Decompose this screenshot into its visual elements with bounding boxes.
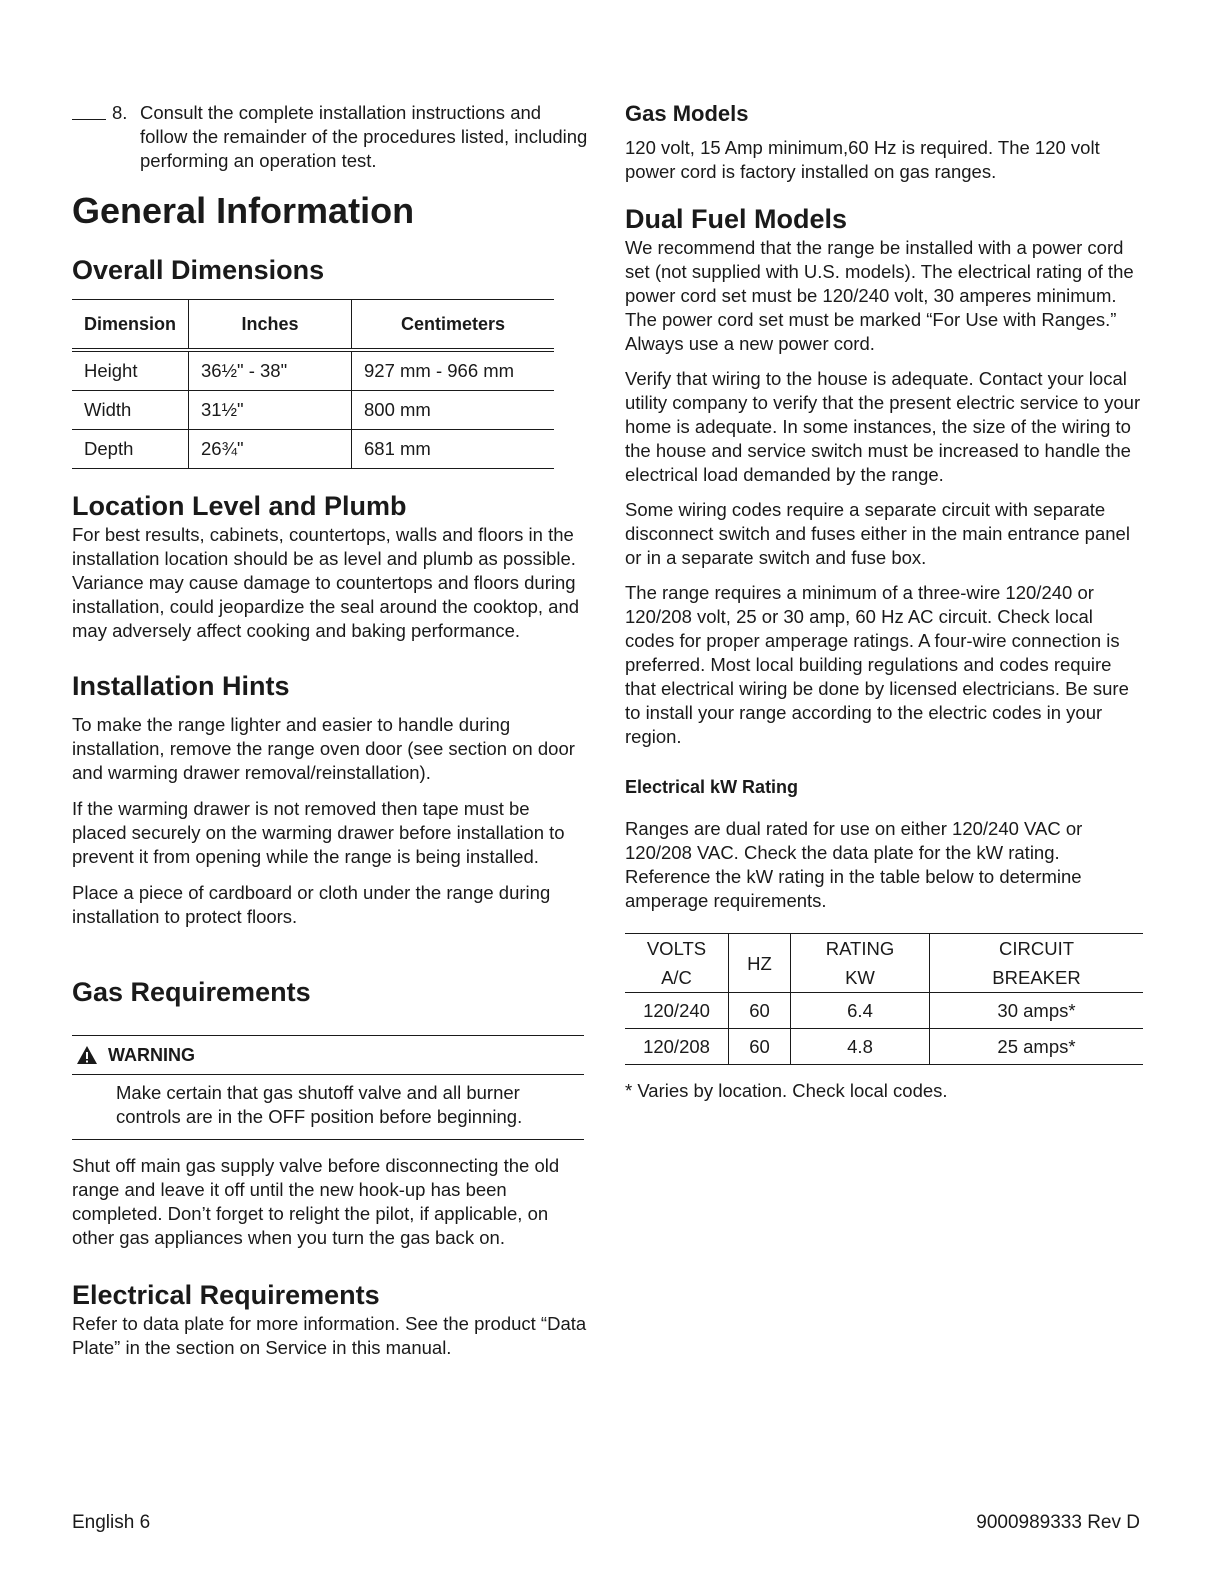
table-cell: Width — [72, 391, 189, 430]
table-row — [72, 350, 554, 391]
table-cell: 6.4 — [791, 993, 930, 1029]
table-cell: 681 mm — [352, 430, 555, 469]
hints-paragraph: Place a piece of cardboard or cloth under the range during installation to protect floors. — [72, 882, 551, 927]
kw-paragraph: Ranges are dual rated for use on either 120/240 VAC or 120/208 VAC. Check the data plate for the kW rating. Reference the kW rating in the table below to determine amperage requirements. — [625, 818, 1083, 911]
footer-document-number: 9000989333 Rev D — [976, 1512, 1140, 1533]
table-cell: 800 mm — [352, 391, 555, 430]
table-cell: 60 — [729, 993, 791, 1029]
warning-label: WARNING — [108, 1044, 195, 1065]
gas-models-heading: Gas Models — [625, 101, 749, 126]
warning-header — [72, 1036, 584, 1075]
table-cell: 120/208 — [625, 1029, 729, 1065]
dual-fuel-paragraph: Some wiring codes require a separate circuit with separate disconnect switch and fuses either in the main entrance panel or in a separate switch and fuse box. — [625, 499, 1130, 568]
check-blank — [72, 101, 106, 120]
table-cell: 60 — [729, 1029, 791, 1065]
overall-dimensions-heading: Overall Dimensions — [72, 255, 325, 285]
warning-triangle-icon — [76, 1045, 98, 1065]
table-row — [625, 993, 1143, 1029]
dual-fuel-heading: Dual Fuel Models — [625, 204, 848, 234]
electrical-requirements-heading: Electrical Requirements — [72, 1280, 380, 1310]
dimensions-table — [72, 299, 554, 469]
dual-fuel-paragraph: We recommend that the range be installed with a power cord set (not supplied with U.S. models). The electrical rating of the power cord set must be 120/240 volt, 30 amperes minimum. The power cord set must be marked “For Use with Ranges.” Always use a new power cord. — [625, 237, 1134, 354]
footer-page-label: English 6 — [72, 1512, 151, 1533]
dimensions-header: Centimeters — [352, 300, 555, 351]
kw-footnote: * Varies by location. Check local codes. — [625, 1080, 948, 1101]
table-row — [72, 391, 554, 430]
gas-requirements-heading: Gas Requirements — [72, 977, 311, 1007]
table-cell: 25 amps* — [930, 1029, 1144, 1065]
checklist-step — [72, 101, 588, 173]
kw-header: RATING KW — [791, 934, 930, 993]
table-row — [625, 1029, 1143, 1065]
right-column — [625, 100, 1145, 1103]
step-number: 8. — [112, 102, 128, 123]
general-information-title: General Information — [72, 190, 415, 231]
warning-box — [72, 1035, 584, 1140]
hints-paragraph: If the warming drawer is not removed then tape must be placed securely on the warming drawer before installation to prevent it from opening while the range is being installed. — [72, 798, 565, 867]
electrical-paragraph: Refer to data plate for more information. See the product “Data Plate” in the section on Service in this manual. — [72, 1313, 587, 1358]
table-cell: 120/240 — [625, 993, 729, 1029]
gas-paragraph: Shut off main gas supply valve before disconnecting the old range and leave it off until the new hook-up has been completed. Don’t forget to relight the pilot, if applicable, on other gas appliances when you turn the gas back on. — [72, 1155, 560, 1248]
table-cell: 31½" — [189, 391, 352, 430]
table-cell: Height — [72, 350, 189, 391]
dual-fuel-paragraph: Verify that wiring to the house is adequate. Contact your local utility company to verify that the present electric service to your home is adequate. In some instances, the size of the wiring to the house and service switch must be increased to handle the electrical load demanded by the range. — [625, 368, 1141, 485]
warning-text: Make certain that gas shutoff valve and all burner controls are in the OFF position before beginning. — [116, 1082, 523, 1127]
table-cell: 36½" - 38" — [189, 350, 352, 391]
step-text: Consult the complete installation instructions and follow the remainder of the procedures listed, including performing an operation test. — [140, 102, 588, 171]
table-cell: 26¾" — [189, 430, 352, 469]
kw-header: HZ — [729, 934, 791, 993]
left-column — [72, 100, 588, 1360]
dimensions-header: Inches — [189, 300, 352, 351]
kw-header: VOLTS A/C — [625, 934, 729, 993]
installation-hints-heading: Installation Hints — [72, 671, 290, 701]
kw-rating-table — [625, 933, 1143, 1065]
hints-paragraph: To make the range lighter and easier to handle during installation, remove the range oven door (see section on door and warming drawer removal/reinstallation). — [72, 714, 575, 783]
location-paragraph: For best results, cabinets, countertops, walls and floors in the installation location should be as level and plumb as possible. Variance may cause damage to countertops and floors during installation, could jeopardize the seal around the cooktop, and may adversely affect cooking and baking performance. — [72, 524, 580, 641]
kw-header: CIRCUIT BREAKER — [930, 934, 1144, 993]
table-cell: 927 mm - 966 mm — [352, 350, 555, 391]
gas-models-paragraph: 120 volt, 15 Amp minimum,60 Hz is required. The 120 volt power cord is factory installed on gas ranges. — [625, 137, 1100, 182]
dual-fuel-paragraph: The range requires a minimum of a three-wire 120/240 or 120/208 volt, 25 or 30 amp, 60 Hz AC circuit. Check local codes for proper amperage ratings. A four-wire connection is preferred. Most local building regulations and codes require that electrical wiring be done by licensed electricians. Be sure to install your range according to the electric codes in your region. — [625, 582, 1129, 747]
table-header-row — [625, 934, 1143, 993]
table-cell: Depth — [72, 430, 189, 469]
table-row — [72, 430, 554, 469]
kw-rating-heading: Electrical kW Rating — [625, 777, 799, 797]
table-cell: 30 amps* — [930, 993, 1144, 1029]
dimensions-header: Dimension — [72, 300, 189, 351]
location-level-heading: Location Level and Plumb — [72, 491, 407, 521]
table-cell: 4.8 — [791, 1029, 930, 1065]
